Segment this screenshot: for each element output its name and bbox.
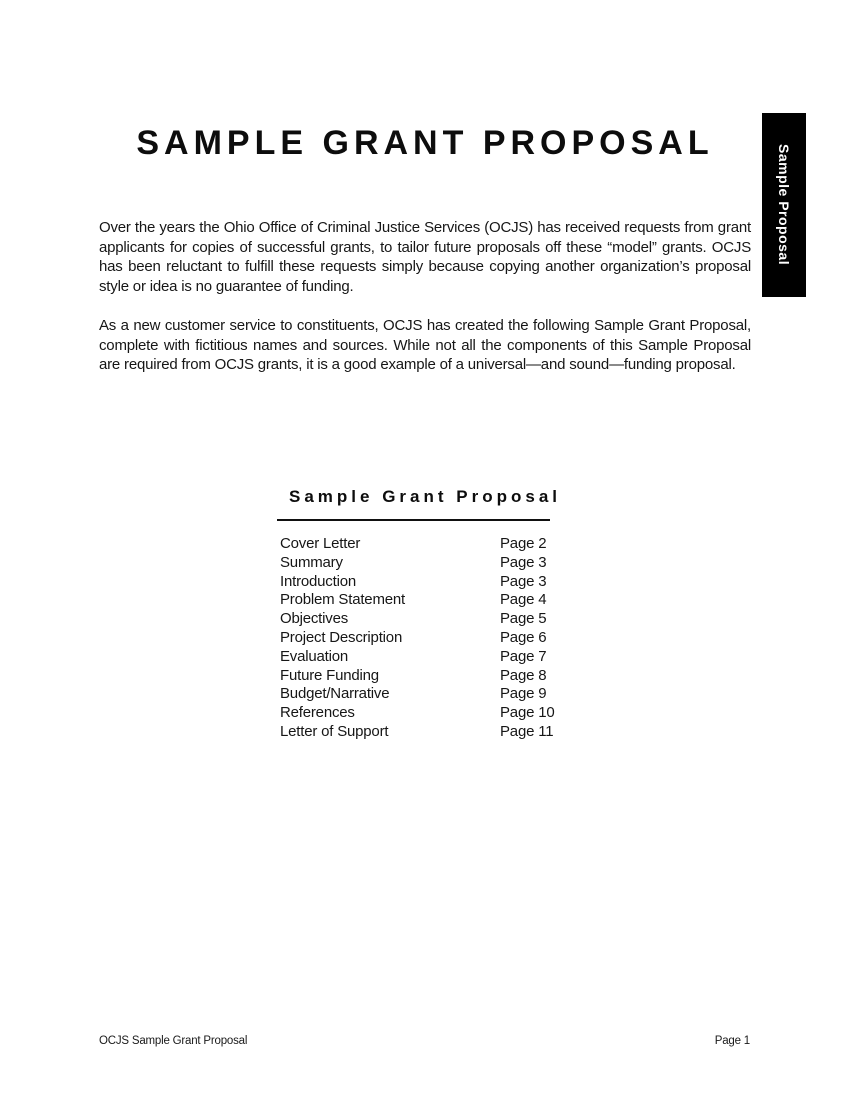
toc-row <box>280 610 570 629</box>
toc-row <box>280 648 570 667</box>
toc-row <box>280 535 570 554</box>
toc-entry-label: References <box>280 704 355 722</box>
toc-entry-label: Project Description <box>280 628 403 646</box>
toc-entry-page: Page 9 <box>500 685 547 703</box>
toc-rule <box>277 519 550 521</box>
toc-entry-label: Problem Statement <box>280 591 405 609</box>
toc-row <box>280 591 570 610</box>
toc-entry-page: Page 10 <box>500 704 555 722</box>
intro-paragraph-1: Over the years the Ohio Office of Criminal Justice Services (OCJS) has received requests from grant applicants for copies of successful grants, to tailor future proposals off these “model” grants. OCJS has been reluctant to fulfill these requests simply because copying another organization’s proposal style or idea is no guarantee of funding. <box>99 219 751 295</box>
toc-list <box>280 535 570 742</box>
toc-entry-label: Evaluation <box>280 647 349 665</box>
toc-row <box>280 723 570 742</box>
footer-document-name: OCJS Sample Grant Proposal <box>99 1035 248 1047</box>
footer-page-number: Page 1 <box>714 1035 750 1047</box>
toc-entry-page: Page 6 <box>500 628 547 646</box>
toc-row <box>280 629 570 648</box>
toc-row <box>280 685 570 704</box>
page-title: SAMPLE GRANT PROPOSAL <box>136 123 714 162</box>
toc-entry-page: Page 4 <box>500 591 547 609</box>
toc-entry-page: Page 7 <box>500 647 547 665</box>
toc-entry-page: Page 8 <box>500 666 547 684</box>
page-footer <box>99 1035 750 1047</box>
side-tab-label: Sample Proposal <box>776 144 792 266</box>
toc-entry-label: Objectives <box>280 610 349 628</box>
toc-entry-label: Introduction <box>280 572 356 590</box>
toc-entry-label: Budget/Narrative <box>280 685 390 703</box>
toc-entry-page: Page 11 <box>500 722 554 740</box>
toc-entry-label: Summary <box>280 553 343 571</box>
toc-entry-label: Cover Letter <box>280 535 361 552</box>
toc-entry-page: Page 5 <box>500 610 547 628</box>
toc-entry-page: Page 3 <box>500 572 547 590</box>
intro-section <box>99 218 751 395</box>
toc-entry-page: Page 2 <box>500 535 547 552</box>
toc-row <box>280 704 570 723</box>
toc-entry-page: Page 3 <box>500 553 547 571</box>
toc-row <box>280 554 570 573</box>
toc-row <box>280 573 570 592</box>
toc-entry-label: Letter of Support <box>280 722 389 740</box>
toc-heading: Sample Grant Proposal <box>289 487 561 506</box>
toc-entry-label: Future Funding <box>280 666 379 684</box>
toc-row <box>280 667 570 686</box>
side-tab <box>762 113 806 297</box>
intro-paragraph-2: As a new customer service to constituents, OCJS has created the following Sample Grant Proposal, complete with fictitious names and sources. While not all the components of this Sample Proposal are required from OCJS grants, it is a good example of a universal—and sound—funding proposal. <box>99 317 751 373</box>
